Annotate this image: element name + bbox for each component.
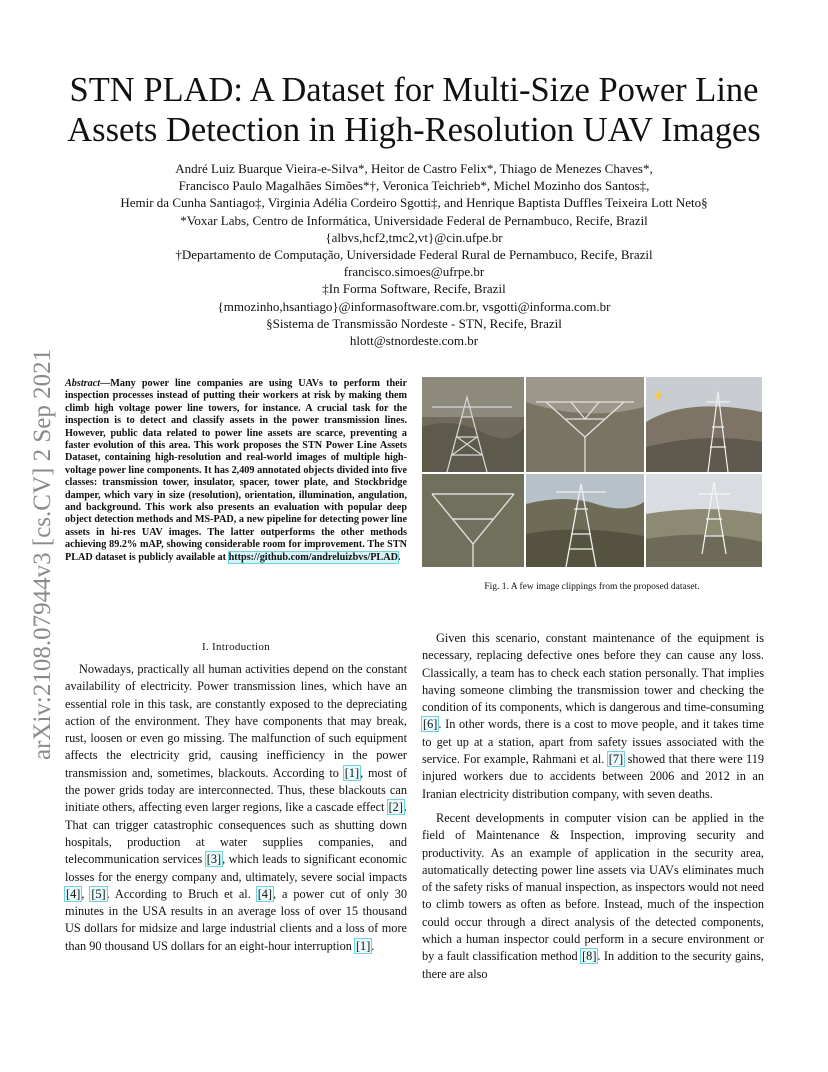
email-1: {albvs,hcf2,tmc2,vt}@cin.ufpe.br [325, 229, 503, 245]
text-run: . That can trigger catastrophic consequences such as shutting down hospitals, production at water supplies companies, and telecommunication services [65, 800, 407, 867]
title-line-2: Assets Detection in High-Resolution UAV Images [67, 111, 761, 149]
dataset-clip-tower-top [526, 377, 644, 472]
affiliation-4: §Sistema de Transmissão Nordeste - STN, Recife, Brazil [266, 315, 562, 331]
abstract-end: . [397, 551, 401, 563]
citation-link[interactable]: [8] [582, 949, 597, 964]
arxiv-identifier-stamp [18, 290, 62, 760]
author-line-3: Hemir da Cunha Santiago‡, Virginia Adélia Cordeiro Sgotti‡, and Henrique Baptista Duffles Teixeira Lott Neto§ [120, 195, 708, 211]
text-run: Given this scenario, constant maintenance of the equipment is necessary, replacing defective ones before they can cause any loss. Classically, a team has to check each station personally. That implies having someone climbing the transmission tower and checking the condition of its components, which is dangerous and time-consuming [422, 631, 764, 715]
intro-paragraph-1 [65, 661, 407, 955]
dataset-clip-hillside-tower [646, 377, 762, 472]
affiliation-3: ‡In Forma Software, Recife, Brazil [322, 281, 506, 297]
intro-right-column [422, 630, 764, 983]
author-block [40, 160, 788, 349]
affiliation-2: †Departamento de Computação, Universidade Federal Rural de Pernambuco, Recife, Brazil [175, 247, 653, 263]
citation-link[interactable]: [6] [423, 717, 438, 732]
intro-left-column [65, 661, 407, 955]
dataset-clip-valley-tower [526, 474, 644, 567]
text-run: . [371, 938, 375, 953]
email-2: francisco.simoes@ufrpe.br [343, 264, 485, 280]
svg-text:⚡: ⚡ [652, 391, 665, 402]
citation-link[interactable]: [4] [257, 886, 273, 901]
arxiv-identifier-text: arXiv:2108.07944v3 [cs.CV] 2 Sep 2021 [29, 348, 56, 760]
figure-image-mosaic [422, 377, 762, 567]
author-line-1: André Luiz Buarque Vieira-e-Silva*, Heitor de Castro Felix*, Thiago de Menezes Chaves*, [175, 161, 653, 176]
text-run: showed that there were 119 injured workers due to accidents between 2006 and 2012 in an Iranian electricity distribution company, with seven deaths. [422, 752, 764, 801]
citation-link[interactable]: [4] [66, 886, 81, 901]
text-run: , most of the power grids today are interconnected. Thus, these blackouts can initiate others, affecting even larger regions, like a cascade effect [65, 765, 407, 815]
citation-link[interactable]: [2] [388, 800, 403, 815]
text-run: . In addition to the security gains, there are also [422, 949, 765, 981]
citation-link[interactable]: [1] [344, 765, 360, 780]
title-line-1: STN PLAD: A Dataset for Multi-Size Power Line [69, 71, 759, 109]
email-3: {mmozinho,hsantiago}@informasoftware.com.br, vsgotti@informa.com.br [217, 298, 611, 314]
paper-title [40, 70, 788, 150]
text-run: . In other words, there is a cost to move people, and it takes time to get up at a station, apart from safety issues associated with the service. For example, Rahmani et al. [422, 717, 764, 767]
intro-paragraph-2 [422, 630, 764, 803]
dataset-link[interactable]: https://github.com/andreluizbvs/PLAD [228, 551, 398, 563]
text-run: , a power cut of only 30 minutes in the USA results in an average loss of over 15 thousand US dollars for midsize and large industrial clients and a loss of more than 90 thousand US dollars for an eight-hour interruption [65, 886, 408, 953]
email-4: hlott@stnordeste.com.br [349, 333, 479, 349]
citation-link[interactable]: [7] [608, 752, 624, 767]
dataset-clip-tower-lattice [422, 377, 524, 472]
citation-link[interactable]: [3] [206, 852, 222, 867]
text-run: Recent developments in computer vision can be applied in the field of Maintenance & Inspection, improving security and productivity. As an example of application in the security area, automatically detecting power line assets via UAVs eliminates much of the safety risks of manual inspection, as inspectors would not need to climb towers as often as before. Instead, much of the inspection could occur through a direct analysis of the detected components, which a human inspector could perform in a secure environment or by a fault classification method [422, 810, 764, 964]
abstract-lead: Abstract [65, 378, 101, 389]
abstract [65, 378, 407, 564]
dataset-clip-field-tower [646, 474, 762, 567]
text-run: . According to Bruch et al. [106, 886, 257, 901]
text-run: Nowadays, practically all human activities depend on the constant availability of electricity. Power transmission lines, which have an essential role in this task, are constantly exposed to the depreciating action of the environment. They have components that may break, rust, loosen or even go missing. The malfunction of such equipment affects the electricity grid, causing inefficiency in the power transmission and, sometimes, blackouts. According to [65, 662, 407, 780]
author-line-2: Francisco Paulo Magalhães Simões*†, Veronica Teichrieb*, Michel Mozinho dos Santos‡, [178, 178, 650, 194]
citation-link[interactable]: [5] [91, 886, 106, 901]
dataset-clip-insulator [422, 474, 524, 567]
abstract-body: —Many power line companies are using UAVs to perform their inspection processes instead of putting their workers at risk by making them climb high voltage power line towers, for instance. A crucial task for the inspection is to detect and classify assets in the power transmission lines. However, public data related to power line assets are scarce, preventing a faster evolution of this area. This work proposes the STN Power Line Assets Dataset, containing high-resolution and real-world images of multiple high-voltage power line components. It has 2,409 annotated objects divided into five classes: transmission tower, insulator, spacer, tower plate, and Stockbridge damper, which vary in size (resolution), orientation, illumination, angulation, and background. This work also presents an evaluation with popular deep object detection methods and MS-PAD, a new pipeline for detecting power line assets in hi-res UAV images. The latter outperforms the other methods achieving 89.2% mAP, showing considerable room for improvement. The STN PLAD dataset is publicly available at [65, 378, 407, 563]
intro-paragraph-3 [422, 810, 764, 983]
citation-link[interactable]: [1] [355, 938, 371, 953]
affiliation-1: *Voxar Labs, Centro de Informática, Universidade Federal de Pernambuco, Recife, Brazil [180, 212, 648, 228]
text-run: , which leads to significant economic losses for the energy company and, ultimately, severe social impacts [65, 852, 407, 884]
figure-caption: Fig. 1. A few image clippings from the proposed dataset. [484, 582, 700, 592]
section-heading-introduction: I. Introduction [201, 641, 271, 653]
text-run: , [81, 886, 91, 901]
